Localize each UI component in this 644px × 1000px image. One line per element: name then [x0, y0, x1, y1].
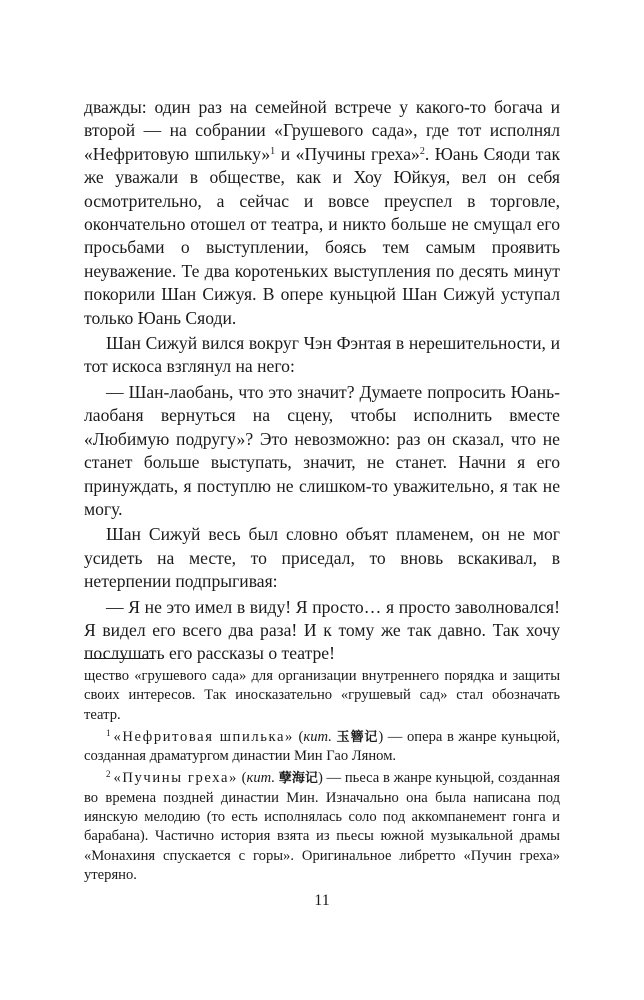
- main-text: [84, 96, 560, 666]
- footnote-continuation: щество «грушевого сада» для организации внутреннего порядка и защиты своих интересов. Так иносказательно «грушевый сад» стал обозначать театр.: [84, 668, 560, 723]
- footnote-ref-1[interactable]: 1: [270, 145, 276, 157]
- paragraph-1-text-c: . Юань Сяоди так же уважали в обществе, как и Хоу Юйкуя, вел он себя осмотрительно, а сейчас и вовсе преуспел в торговле, окончательно отошел от театра, и никто больше не смущал его просьбами о выступлении, боясь тем самым проявить неуважение. Те два коротеньких выступления по десять минут покорили Шан Сижуя. В опере куньцюй Шан Сижуй уступал только Юань Сяоди.: [84, 143, 560, 328]
- footnote-2: [84, 769, 560, 885]
- paragraph-1-text-b: и «Пучины греха»: [275, 143, 420, 164]
- footnote-separator: [84, 658, 154, 659]
- paragraph-1-text-a: дважды: один раз на семейной встрече у какого-то богача и второй — на собрании «Грушевого сада», где тот исполнял «Нефритовую шпильку»: [84, 97, 560, 164]
- footnote-1-lang: кит.: [303, 728, 332, 745]
- footnote-2-text: ) — пьеса в жанре куньцюй, созданная во времена поздней династии Мин. Изначально она была написана под иянскую мелодию (то есть исполнялась соло под аккомпанемент гонга и барабана). Частично история взята из пьесы южной музыкальной драмы «Монахиня спускается с горы». Оригинальное либретто «Пучин греха» утеряно.: [84, 770, 560, 883]
- footnote-1-hanzi: 玉簪记: [336, 729, 379, 745]
- paragraph-2: Шан Сижуй вился вокруг Чэн Фэнтая в нерешительности, и тот искоса взглянул на него:: [84, 333, 560, 377]
- footnote-1-text: ) — опера в жанре куньцюй, созданная драматургом династии Мин Гао Ляном.: [84, 728, 560, 765]
- paragraph-3: — Шан-лаобань, что это значит? Думаете попросить Юань-лаобаня вернуться на сцену, чтобы исполнить вместе «Любимую подругу»? Это невозможно: раз он сказал, что не станет больше выступать, значит, не станет. Начни я его принуждать, я поступлю не слишком-то уважительно, я так не могу.: [84, 381, 560, 519]
- paragraph-5: — Я не это имел в виду! Я просто… я просто заволновался! Я видел его всего два раза! И к тому же так давно. Так хочу послушать его рассказы о театре!: [84, 596, 560, 664]
- paragraph-1: [84, 96, 560, 330]
- paragraph-4: Шан Сижуй весь был словно объят пламенем, он не мог усидеть на месте, то приседал, то вновь вскакивал, в нетерпении подпрыгивая:: [84, 524, 560, 592]
- footnote-2-paren: (: [237, 770, 247, 787]
- footnotes: [84, 667, 560, 885]
- footnote-2-number: 2: [106, 769, 111, 780]
- page-number: 11: [314, 892, 330, 909]
- footnote-1-title: «Нефритовая шпилька»: [113, 728, 294, 745]
- footnote-1-paren: (: [293, 728, 304, 745]
- footnote-1-number: 1: [106, 727, 111, 738]
- footnote-ref-2[interactable]: 2: [419, 145, 425, 157]
- footnote-1: [84, 728, 560, 767]
- footnote-2-hanzi: 孽海记: [278, 771, 318, 787]
- footnote-2-title: «Пучины греха»: [113, 770, 238, 787]
- footnote-2-lang: кит.: [246, 770, 276, 787]
